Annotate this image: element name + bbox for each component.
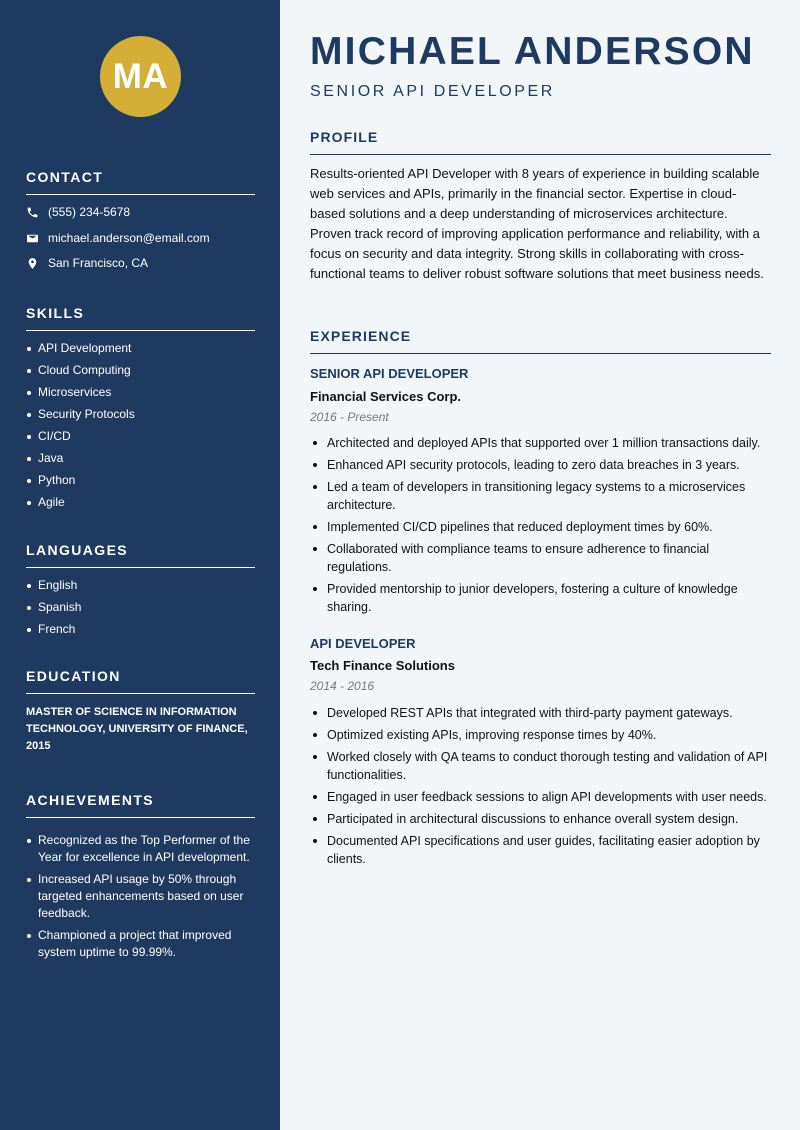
experience-heading: EXPERIENCE <box>310 328 771 354</box>
list-item: Provided mentorship to junior developers, fostering a culture of knowledge sharing. <box>310 580 771 616</box>
list-item: Security Protocols <box>26 406 255 423</box>
email-text: michael.anderson@email.com <box>48 231 210 245</box>
contact-email <box>26 230 210 246</box>
mail-icon <box>26 232 39 245</box>
job-company: Financial Services Corp. <box>310 389 462 404</box>
job-bullets <box>310 434 771 620</box>
job-bullets <box>310 704 771 872</box>
education-entry: MASTER OF SCIENCE IN INFORMATION TECHNOLOGY, UNIVERSITY OF FINANCE, 2015 <box>26 706 248 752</box>
list-item: Python <box>26 472 255 489</box>
list-item: Worked closely with QA teams to conduct thorough testing and validation of API functionalities. <box>310 748 771 784</box>
contact-heading: CONTACT <box>26 169 255 195</box>
achievements-list <box>26 832 255 966</box>
languages-heading: LANGUAGES <box>26 542 255 568</box>
sidebar <box>0 0 280 1130</box>
education-heading: EDUCATION <box>26 668 255 694</box>
languages-list <box>26 577 255 643</box>
list-item: Enhanced API security protocols, leading to zero data breaches in 3 years. <box>310 456 771 474</box>
list-item: Championed a project that improved system uptime to 99.99%. <box>26 927 255 961</box>
list-item: Microservices <box>26 384 255 401</box>
list-item: Cloud Computing <box>26 362 255 379</box>
profile-heading: PROFILE <box>310 129 771 155</box>
list-item: Participated in architectural discussions to enhance overall system design. <box>310 810 771 828</box>
avatar-initials: MA <box>100 36 181 117</box>
job-dates: 2014 - 2016 <box>310 679 375 693</box>
list-item: Developed REST APIs that integrated with third-party payment gateways. <box>310 704 771 722</box>
list-item: Architected and deployed APIs that supported over 1 million transactions daily. <box>310 434 771 452</box>
skills-heading: SKILLS <box>26 305 255 331</box>
location-pin-icon <box>26 257 39 270</box>
candidate-name: MICHAEL ANDERSON <box>310 30 755 73</box>
list-item: Optimized existing APIs, improving response times by 40%. <box>310 726 771 744</box>
job-title: SENIOR API DEVELOPER <box>310 366 469 381</box>
list-item: Implemented CI/CD pipelines that reduced deployment times by 60%. <box>310 518 771 536</box>
achievements-heading: ACHIEVEMENTS <box>26 792 255 818</box>
list-item: Recognized as the Top Performer of the Year for excellence in API development. <box>26 832 255 866</box>
list-item: Agile <box>26 494 255 511</box>
phone-icon <box>26 206 39 219</box>
candidate-title: SENIOR API DEVELOPER <box>310 83 555 100</box>
list-item: CI/CD <box>26 428 255 445</box>
job-title: API DEVELOPER <box>310 636 416 651</box>
list-item: Increased API usage by 50% through targeted enhancements based on user feedback. <box>26 871 255 922</box>
location-text: San Francisco, CA <box>48 256 149 270</box>
profile-text: Results-oriented API Developer with 8 years of experience in building scalable web services and APIs, primarily in the financial sector. Expertise in cloud-based solutions and a deep understanding of microservices architecture. Proven track record of improving application performance and reliability, with a focus on security and data integrity. Strong skills in collaborating with cross-functional teams to deliver robust software solutions that meet business needs. <box>310 166 764 282</box>
skills-list <box>26 340 255 516</box>
list-item: Documented API specifications and user guides, facilitating easier adoption by clients. <box>310 832 771 868</box>
list-item: Collaborated with compliance teams to ensure adherence to financial regulations. <box>310 540 771 576</box>
contact-phone <box>26 204 130 220</box>
list-item: API Development <box>26 340 255 357</box>
phone-text: (555) 234-5678 <box>48 205 131 219</box>
list-item: French <box>26 621 255 638</box>
list-item: Led a team of developers in transitioning legacy systems to a microservices architecture. <box>310 478 771 514</box>
job-dates: 2016 - Present <box>310 410 389 424</box>
list-item: Java <box>26 450 255 467</box>
contact-location <box>26 255 148 271</box>
list-item: English <box>26 577 255 594</box>
list-item: Spanish <box>26 599 255 616</box>
list-item: Engaged in user feedback sessions to align API developments with user needs. <box>310 788 771 806</box>
job-company: Tech Finance Solutions <box>310 658 455 673</box>
